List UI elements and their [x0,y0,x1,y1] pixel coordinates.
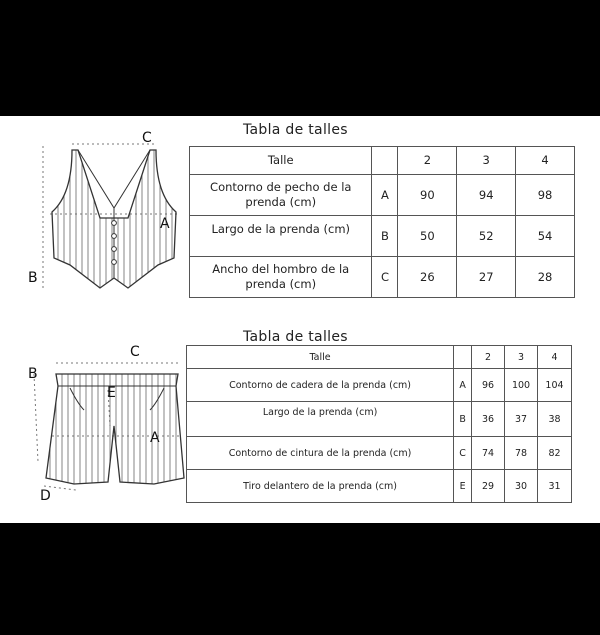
size-value: 54 [516,216,575,257]
shorts-table-title: Tabla de talles [243,329,348,345]
size-value: 27 [457,257,516,298]
size-value: 52 [457,216,516,257]
vest-size-table [189,146,575,298]
table-row [187,402,572,437]
measure-code: C [372,257,398,298]
measure-label: Contorno de cintura de la prenda (cm) [187,437,454,470]
measure-label: Largo de la prenda (cm) [190,216,372,257]
measure-code: B [454,402,472,437]
table-header-row [187,346,572,369]
vest-label-c: C [142,130,152,146]
measure-label: Tiro delantero de la prenda (cm) [187,470,454,503]
size-header: 4 [516,147,575,175]
measure-code: C [454,437,472,470]
size-value: 98 [516,175,575,216]
header-label: Talle [190,147,372,175]
header-label: Talle [187,346,454,369]
size-value: 26 [398,257,457,298]
measure-code: B [372,216,398,257]
shorts-label-c: C [130,344,140,360]
table-row [190,216,575,257]
size-header: 3 [457,147,516,175]
vest-label-b: B [28,270,38,286]
shorts-label-e: E [107,385,116,401]
table-header-row [190,147,575,175]
size-header: 2 [472,346,505,369]
size-value: 74 [472,437,505,470]
code-header [372,147,398,175]
shorts-size-table [186,345,572,503]
measure-code: A [372,175,398,216]
measure-code: A [454,369,472,402]
measure-label: Largo de la prenda (cm) [187,402,454,437]
size-value: 36 [472,402,505,437]
measure-label: Contorno de pecho de la prenda (cm) [190,175,372,216]
table-row [187,369,572,402]
size-value: 100 [505,369,538,402]
measure-code: E [454,470,472,503]
measure-label: Ancho del hombro de la prenda (cm) [190,257,372,298]
size-value: 82 [538,437,572,470]
size-value: 30 [505,470,538,503]
size-header: 4 [538,346,572,369]
table-row [190,175,575,216]
size-value: 78 [505,437,538,470]
size-value: 104 [538,369,572,402]
shorts-label-b: B [28,366,38,382]
shorts-label-a: A [150,430,160,446]
vest-label-a: A [160,216,170,232]
shorts-label-d: D [40,488,51,504]
vest-table-title: Tabla de talles [243,122,348,138]
table-row [187,470,572,503]
size-value: 94 [457,175,516,216]
table-row [190,257,575,298]
vest-diagram [28,128,198,298]
measure-label: Contorno de cadera de la prenda (cm) [187,369,454,402]
size-value: 31 [538,470,572,503]
size-value: 37 [505,402,538,437]
size-value: 38 [538,402,572,437]
code-header [454,346,472,369]
size-value: 50 [398,216,457,257]
size-header: 3 [505,346,538,369]
size-value: 29 [472,470,505,503]
size-value: 96 [472,369,505,402]
shorts-diagram [26,340,196,505]
size-header: 2 [398,147,457,175]
size-value: 28 [516,257,575,298]
size-value: 90 [398,175,457,216]
table-row [187,437,572,470]
